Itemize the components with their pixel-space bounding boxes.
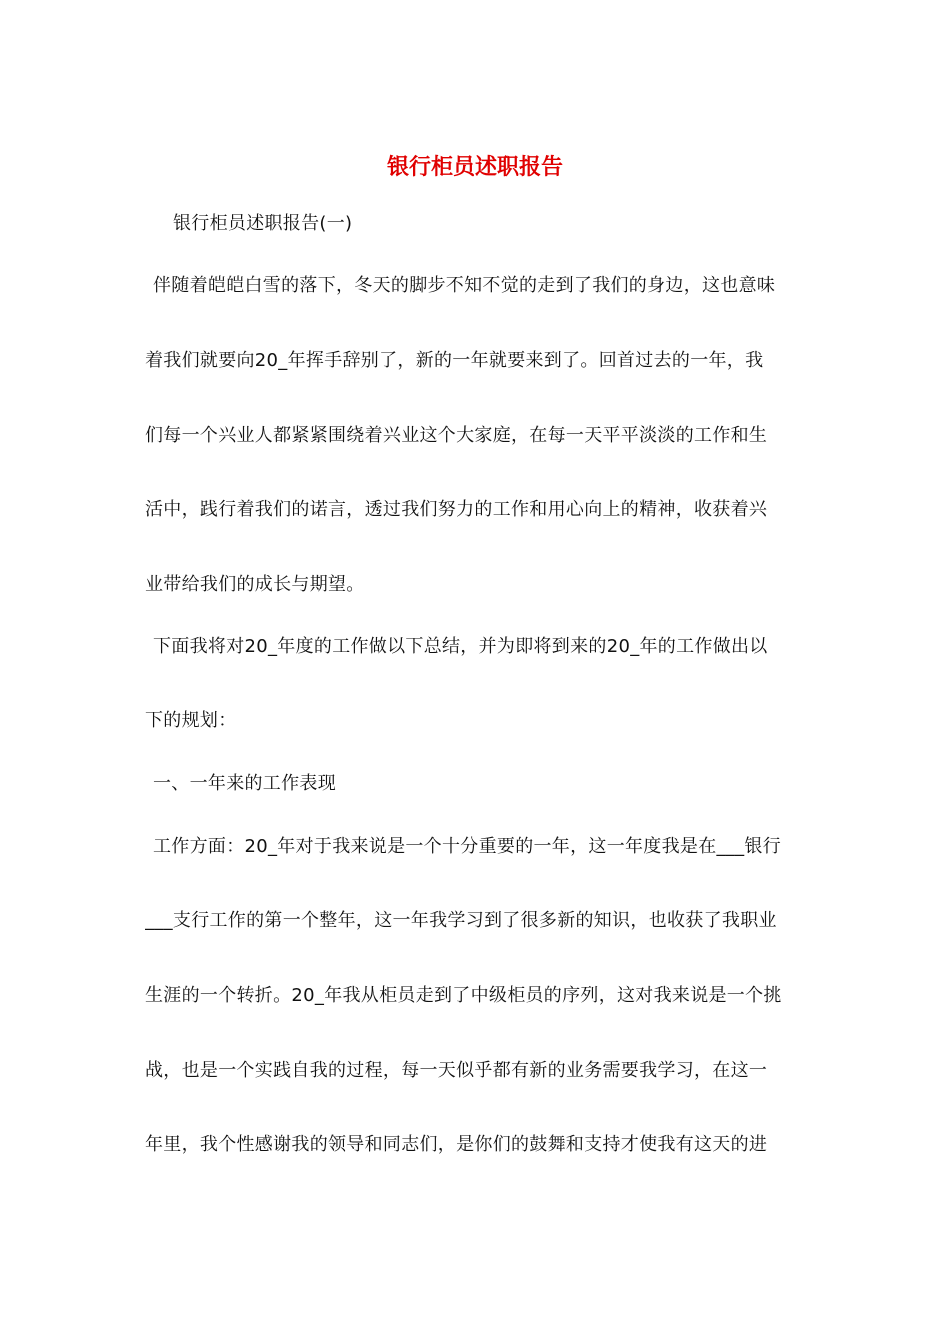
section-subtitle: 银行柜员述职报告(一) (173, 213, 353, 234)
paragraph-line: 伴随着皑皑白雪的落下，冬天的脚步不知不觉的走到了我们的身边，这也意味 (153, 275, 776, 296)
paragraph-line: 业带给我们的成长与期望。 (145, 574, 365, 595)
paragraph-line: 年里，我个性感谢我的领导和同志们，是你们的鼓舞和支持才使我有这天的进 (145, 1134, 768, 1155)
paragraph-line: 下面我将对20_年度的工作做以下总结，并为即将到来的20_年的工作做出以 (153, 636, 768, 657)
section-heading: 一、一年来的工作表现 (153, 773, 336, 794)
paragraph-line: 活中，践行着我们的诺言，透过我们努力的工作和用心向上的精神，收获着兴 (145, 499, 768, 520)
paragraph-line: 工作方面：20_年对于我来说是一个十分重要的一年，这一年度我是在___银行 (153, 836, 782, 857)
paragraph-line: 下的规划： (145, 710, 237, 731)
paragraph-line: ___支行工作的第一个整年，这一年我学习到了很多新的知识，也收获了我职业 (145, 910, 777, 931)
paragraph-line: 战，也是一个实践自我的过程，每一天似乎都有新的业务需要我学习，在这一 (145, 1060, 768, 1081)
paragraph-line: 生涯的一个转折。20_年我从柜员走到了中级柜员的序列，这对我来说是一个挑 (145, 985, 782, 1006)
document-title: 银行柜员述职报告 (386, 154, 563, 180)
paragraph-line: 着我们就要向20_年挥手辞别了，新的一年就要来到了。回首过去的一年，我 (145, 350, 764, 371)
paragraph-line: 们每一个兴业人都紧紧围绕着兴业这个大家庭，在每一天平平淡淡的工作和生 (145, 425, 768, 446)
